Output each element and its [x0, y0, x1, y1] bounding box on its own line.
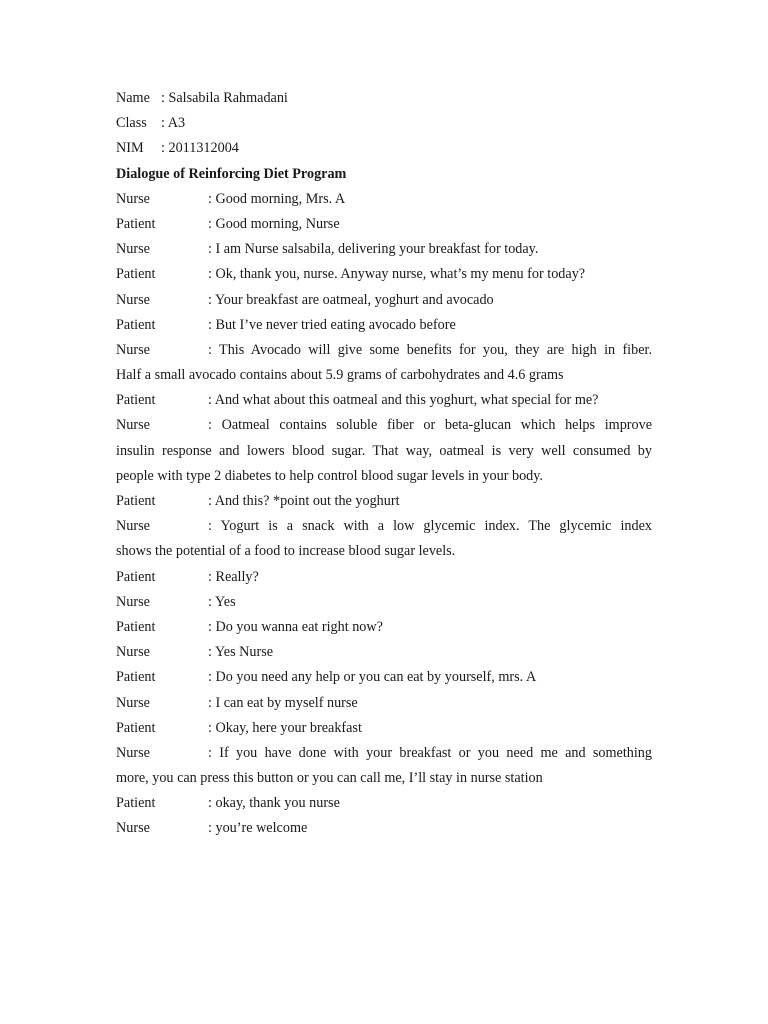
- document-page: [116, 86, 652, 842]
- utterance: : If you have done with your breakfast or you need me and something: [208, 744, 652, 761]
- utterance: : Yes Nurse: [208, 644, 274, 661]
- class-label: Class: [116, 115, 147, 132]
- speaker-label: Nurse: [116, 341, 150, 358]
- speaker-label: Patient: [116, 392, 156, 409]
- utterance-continuation: people with type 2 diabetes to help control blood sugar levels in your body.: [116, 467, 543, 484]
- utterance: : Your breakfast are oatmeal, yoghurt and avocado: [208, 291, 494, 308]
- utterance-continuation: insulin response and lowers blood sugar. That way, oatmeal is very well consumed by: [116, 442, 652, 459]
- utterance-continuation: shows the potential of a food to increase blood sugar levels.: [116, 543, 456, 560]
- speaker-label: Nurse: [116, 820, 150, 837]
- dialogue-line: [116, 691, 652, 716]
- utterance: : Ok, thank you, nurse. Anyway nurse, what’s my menu for today?: [208, 266, 586, 283]
- utterance: : okay, thank you nurse: [208, 795, 340, 812]
- speaker-label: Nurse: [116, 744, 150, 761]
- dialogue-line: [116, 514, 652, 564]
- name-value: : Salsabila Rahmadani: [161, 90, 288, 106]
- dialogue-line-first: [116, 514, 652, 539]
- dialogue-line: [116, 237, 652, 262]
- dialogue-line: [116, 187, 652, 212]
- nim-value: : 2011312004: [161, 140, 239, 157]
- utterance: : Okay, here your breakfast: [208, 719, 362, 736]
- utterance-continuation: more, you can press this button or you can call me, I’ll stay in nurse station: [116, 770, 543, 787]
- dialogue-line: [116, 262, 652, 287]
- speaker-label: Patient: [116, 669, 156, 686]
- utterance: : Good morning, Mrs. A: [208, 190, 346, 207]
- document-title: Dialogue of Reinforcing Diet Program: [116, 165, 347, 182]
- utterance: : I can eat by myself nurse: [208, 694, 358, 711]
- speaker-label: Patient: [116, 316, 156, 333]
- dialogue-line-first: [116, 338, 652, 363]
- speaker-label: Nurse: [116, 417, 150, 434]
- dialogue: [116, 187, 652, 842]
- utterance: : I am Nurse salsabila, delivering your breakfast for today.: [208, 241, 539, 258]
- nim-row: [116, 136, 652, 161]
- speaker-label: Nurse: [116, 190, 150, 207]
- dialogue-line: [116, 565, 652, 590]
- dialogue-line: [116, 338, 652, 388]
- dialogue-line: [116, 615, 652, 640]
- utterance: : Do you need any help or you can eat by yourself, mrs. A: [208, 669, 537, 686]
- dialogue-line: [116, 665, 652, 690]
- utterance: : Do you wanna eat right now?: [208, 618, 383, 635]
- speaker-label: Nurse: [116, 694, 150, 711]
- utterance: : Yogurt is a snack with a low glycemic index. The glycemic index: [208, 518, 652, 535]
- utterance: : This Avocado will give some benefits for you, they are high in fiber.: [208, 341, 652, 358]
- dialogue-line: [116, 313, 652, 338]
- name-label: Name: [116, 90, 150, 106]
- dialogue-line: [116, 413, 652, 489]
- speaker-label: Patient: [116, 266, 156, 283]
- utterance: : But I’ve never tried eating avocado before: [208, 316, 456, 333]
- dialogue-line: [116, 716, 652, 741]
- name-row: [116, 86, 652, 111]
- speaker-label: Patient: [116, 493, 156, 509]
- speaker-label: Patient: [116, 795, 156, 812]
- utterance: : Oatmeal contains soluble fiber or beta-glucan which helps improve: [208, 417, 652, 434]
- speaker-label: Patient: [116, 719, 156, 736]
- utterance: : you’re welcome: [208, 820, 308, 837]
- dialogue-line: [116, 288, 652, 313]
- dialogue-line: [116, 590, 652, 615]
- speaker-label: Nurse: [116, 644, 150, 661]
- dialogue-line: [116, 816, 652, 841]
- utterance-continuation: Half a small avocado contains about 5.9 grams of carbohydrates and 4.6 grams: [116, 367, 564, 384]
- speaker-label: Nurse: [116, 518, 150, 535]
- dialogue-line: [116, 212, 652, 237]
- utterance: : Really?: [208, 568, 259, 585]
- speaker-label: Patient: [116, 568, 156, 585]
- utterance: : And what about this oatmeal and this yoghurt, what special for me?: [208, 392, 599, 409]
- speaker-label: Patient: [116, 618, 156, 635]
- dialogue-line: [116, 640, 652, 665]
- utterance: : Good morning, Nurse: [208, 215, 340, 232]
- class-value: : A3: [161, 115, 186, 132]
- speaker-label: Nurse: [116, 291, 150, 308]
- dialogue-line: [116, 741, 652, 791]
- speaker-label: Patient: [116, 215, 156, 232]
- dialogue-line: [116, 388, 652, 413]
- class-row: [116, 111, 652, 136]
- speaker-label: Nurse: [116, 241, 150, 258]
- utterance: : Yes: [208, 593, 236, 610]
- dialogue-line-first: [116, 741, 652, 766]
- dialogue-line: [116, 791, 652, 816]
- utterance: : And this? *point out the yoghurt: [208, 493, 400, 509]
- nim-label: NIM: [116, 140, 144, 157]
- dialogue-line: [116, 489, 652, 514]
- dialogue-line-first: [116, 413, 652, 438]
- speaker-label: Nurse: [116, 593, 150, 610]
